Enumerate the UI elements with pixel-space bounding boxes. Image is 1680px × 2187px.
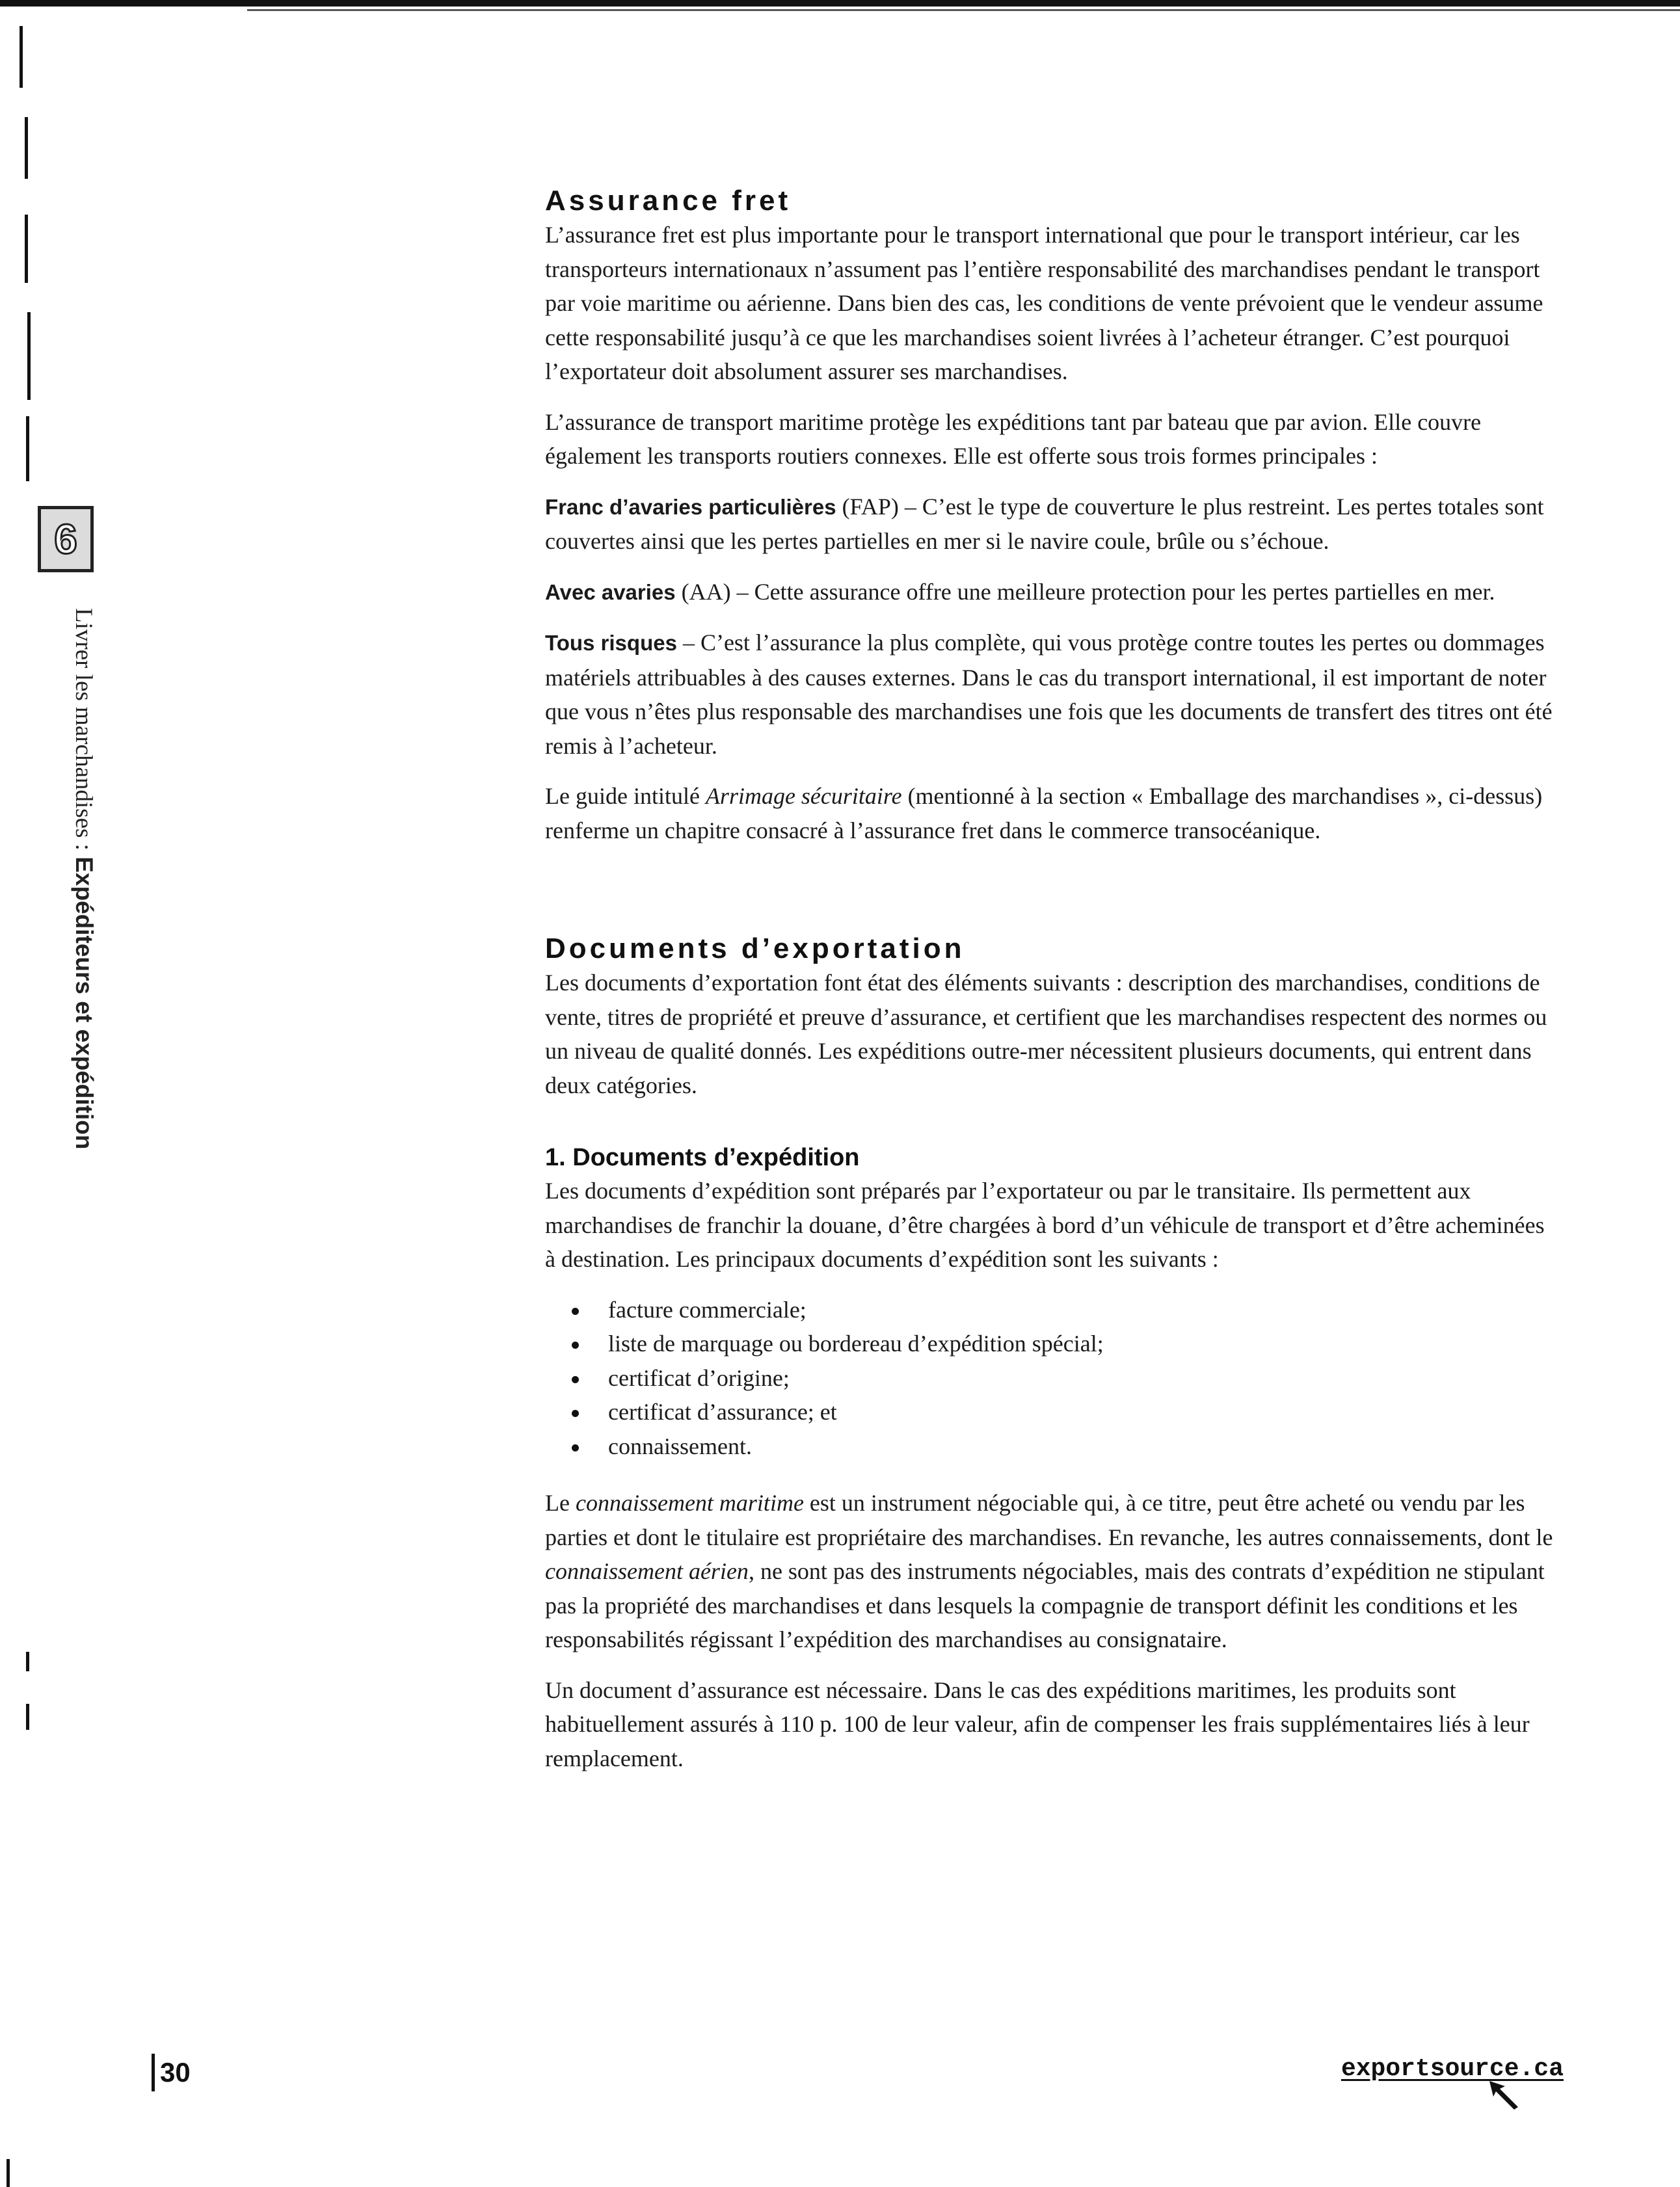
section-title: Livrer les marchandises xyxy=(70,608,97,838)
margin-mark xyxy=(27,312,31,400)
insurance-document-paragraph: Un document d’assurance est nécessaire. Dans le cas des expéditions maritimes, les produits sont habituellement assurés à 110 p. 100 de leur valeur, afin de compenser les frais supplémentaires liés à leur remplacement. xyxy=(545,1677,1530,1771)
shipping-docs-intro: Les documents d’expédition sont préparés par l’exportateur ou par le transitaire. Ils permettent aux marchandises de franchir la douane, d’être chargées à bord d’un véhicule de transport et d’être acheminées à destination. Les principaux documents d’expédition sont les suivants : xyxy=(545,1178,1545,1272)
bol-term-air: connaissement aérien xyxy=(545,1558,749,1584)
margin-mark xyxy=(20,26,23,88)
shipping-docs-list xyxy=(545,1293,1560,1464)
margin-mark xyxy=(25,215,28,283)
margin-mark xyxy=(26,416,29,481)
insurance-paragraph-1: L’assurance fret est plus importante pour le transport international que pour le transport intérieur, car les transporteurs internationaux n’assument pas l’entière responsabilité des marchandises pendant le transport par voie maritime ou aérienne. Dans bien des cas, les conditions de vente prévoient que le vendeur assume cette responsabilité jusqu’à ce que les marchandises soient livrées à l’acheteur étranger. C’est pourquoi l’exportateur doit absolument assurer ses marchandises. xyxy=(545,222,1543,384)
insurance-heading: Assurance fret xyxy=(545,185,792,217)
main-content xyxy=(545,184,1560,1775)
margin-mark xyxy=(26,1652,29,1671)
top-rule-secondary xyxy=(247,9,1680,11)
list-item: certificat d’origine; xyxy=(545,1361,1560,1396)
chapter-title: Expéditeurs et expédition xyxy=(71,856,98,1150)
margin-mark xyxy=(7,2159,10,2187)
fap-text: (FAP) – C’est le type de couverture le plus restreint. Les pertes totales sont couvertes ainsi que les pertes partielles en mer si le navire coule, brûle ou s’échoue. xyxy=(545,493,1544,554)
shipping-docs-heading: 1. Documents d’expédition xyxy=(545,1144,860,1171)
export-docs-heading: Documents d’exportation xyxy=(545,933,965,964)
fap-paragraph xyxy=(545,490,1560,559)
guide-title: Arrimage sécuritaire xyxy=(705,783,902,809)
aa-term: Avec avaries xyxy=(545,579,676,604)
list-item: certificat d’assurance; et xyxy=(545,1395,1560,1429)
margin-mark xyxy=(25,117,28,179)
bol-term-maritime: connaissement maritime xyxy=(575,1490,804,1516)
insurance-paragraph-2: L’assurance de transport maritime protège les expéditions tant par bateau que par avion. Elle couvre également les transports routiers connexes. Elle est offerte sous trois formes principales : xyxy=(545,408,1482,469)
export-docs-intro: Les documents d’exportation font état des éléments suivants : description des marchandises, conditions de vente, titres de propriété et preuve d’assurance, et certifient que les marchandises respectent des normes ou un niveau de qualité donnés. Les expéditions outre-mer nécessitent plusieurs documents, qui entrent dans deux catégories. xyxy=(545,970,1547,1098)
website-link[interactable]: exportsource.ca xyxy=(1340,2055,1564,2083)
bol-text-3: , ne sont pas des instruments négociables, mais des contrats d’expédition ne stipulant pas la propriété des marchandises et dans lesquels la compagnie de transport définit les conditions et les responsabilités régissant l’expédition des marchandises au consignataire. xyxy=(545,1558,1545,1652)
chapter-side-tab xyxy=(70,608,98,1149)
title-separator: : xyxy=(70,838,97,857)
guide-prefix: Le guide intitulé xyxy=(545,783,706,809)
list-item: connaissement. xyxy=(545,1429,1560,1464)
page-number: 30 xyxy=(160,2057,191,2088)
chapter-number: 6 xyxy=(54,516,77,563)
guide-suffix: (mentionné à la section « Emballage des marchandises », ci-dessus) renferme un chapitre consacré à l’assurance fret dans le commerce transocéanique. xyxy=(545,783,1543,843)
all-risks-paragraph xyxy=(545,626,1560,763)
page-number-box xyxy=(152,2054,191,2091)
chapter-number-box xyxy=(38,506,94,572)
list-item: facture commerciale; xyxy=(545,1293,1560,1327)
guide-paragraph xyxy=(545,779,1560,847)
arrow-cursor-icon xyxy=(1488,2080,1527,2112)
list-item: liste de marquage ou bordereau d’expédition spécial; xyxy=(545,1327,1560,1361)
all-risks-text: – C’est l’assurance la plus complète, qui vous protège contre toutes les pertes ou dommages matériels attribuables à des causes externes. Dans le cas du transport international, il est important de noter que vous n’êtes plus responsable des marchandises une fois que les documents de transfert des titres ont été remis à l’acheteur. xyxy=(545,630,1553,759)
margin-mark xyxy=(26,1704,29,1730)
aa-paragraph xyxy=(545,575,1560,610)
bol-text-2: est un instrument négociable qui, à ce titre, peut être acheté ou vendu par les parties et dont le titulaire est propriétaire des marchandises. En revanche, les autres connaissements, dont le xyxy=(545,1490,1553,1550)
bol-text-1: Le xyxy=(545,1490,576,1516)
top-rule xyxy=(0,0,1680,7)
bill-of-lading-paragraph xyxy=(545,1486,1560,1657)
aa-text: (AA) – Cette assurance offre une meilleure protection pour les pertes partielles en mer. xyxy=(675,578,1495,605)
all-risks-term: Tous risques xyxy=(545,631,677,655)
fap-term: Franc d’avaries particulières xyxy=(545,494,836,519)
